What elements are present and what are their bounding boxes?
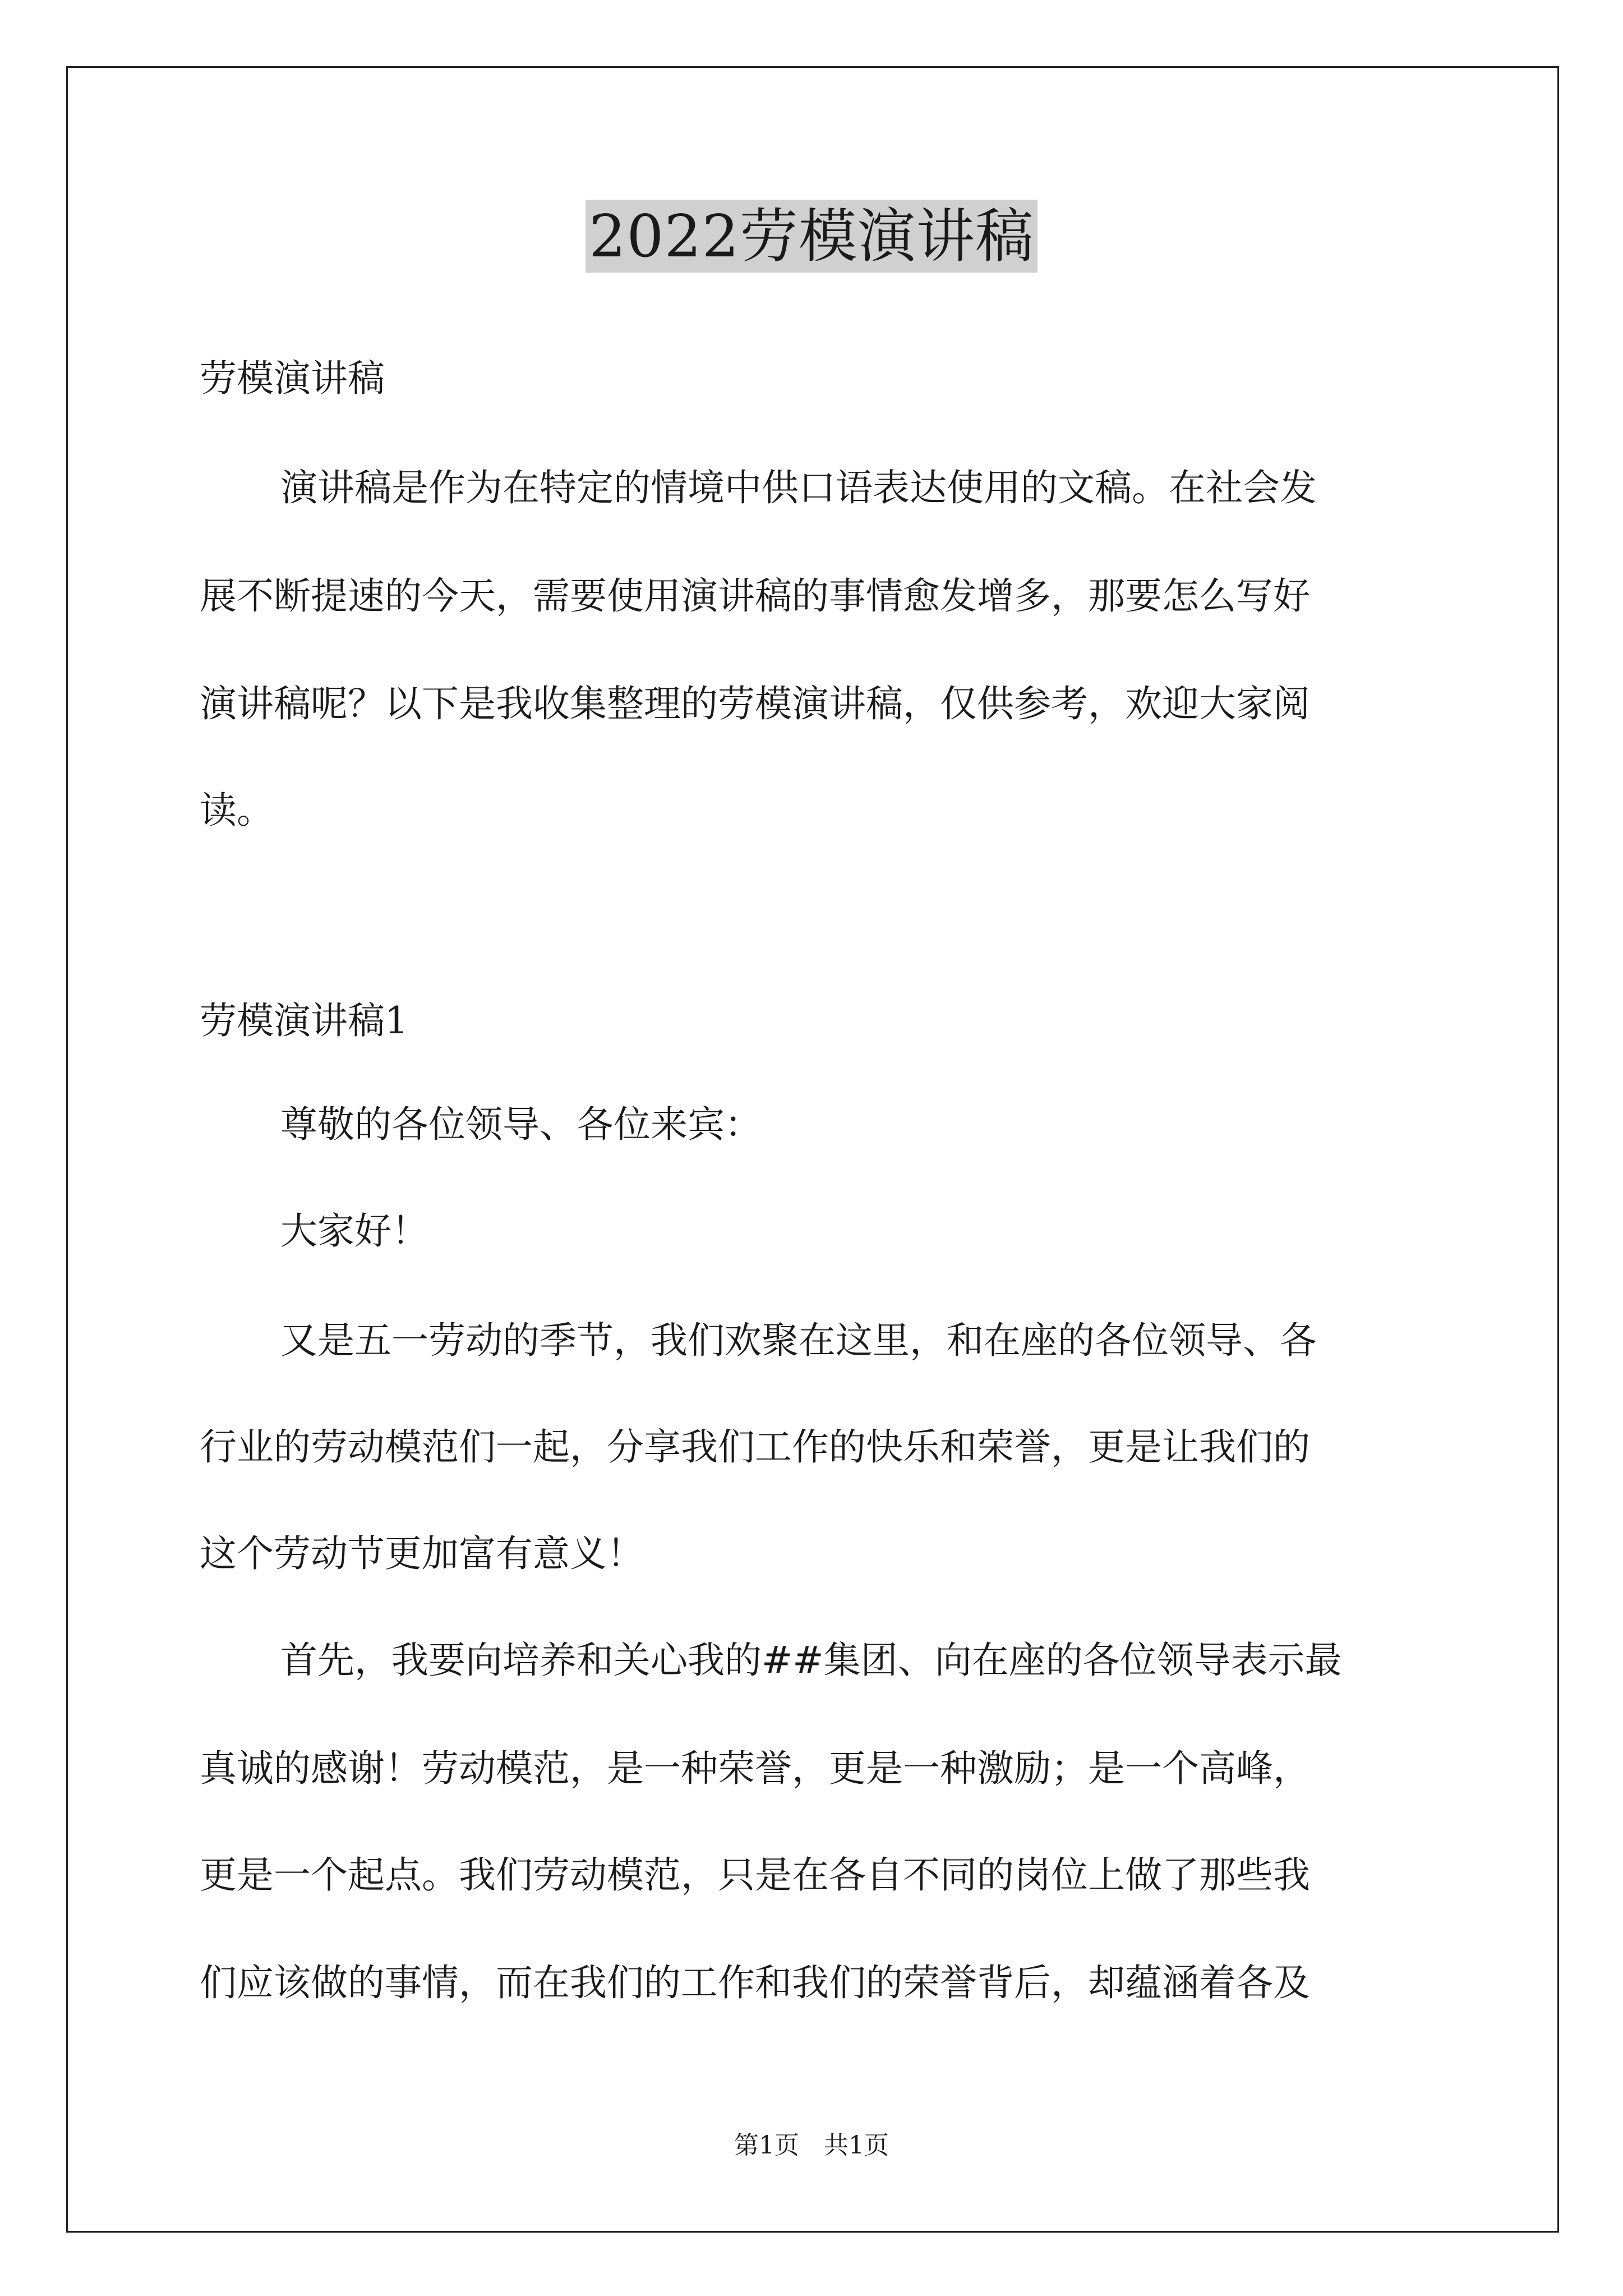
intro-line: 展不断提速的今天，需要使用演讲稿的事情愈发增多，那要怎么写好 xyxy=(200,574,1310,618)
section-heading: 劳模演讲稿1 xyxy=(200,999,408,1042)
intro-line: 演讲稿呢？以下是我收集整理的劳模演讲稿，仅供参考，欢迎大家阅 xyxy=(200,682,1310,725)
paragraph-line: 这个劳动节更加富有意义！ xyxy=(200,1532,644,1575)
paragraph-line: 们应该做的事情，而在我们的工作和我们的荣誉背后，却蕴涵着各及 xyxy=(200,1961,1310,2004)
page-footer: 第1页 共1页 xyxy=(734,2131,889,2160)
greeting: 大家好！ xyxy=(280,1209,428,1253)
salutation: 尊敬的各位领导、各位来宾： xyxy=(280,1103,762,1146)
paragraph-line: 首先，我要向培养和关心我的##集团、向在座的各位领导表示最 xyxy=(280,1639,1342,1682)
title-container xyxy=(0,200,1623,273)
paragraph-line: 更是一个起点。我们劳动模范，只是在各自不同的岗位上做了那些我 xyxy=(200,1853,1310,1897)
section-heading: 劳模演讲稿 xyxy=(200,357,385,400)
paragraph-line: 又是五一劳动的季节，我们欢聚在这里，和在座的各位领导、各 xyxy=(280,1319,1317,1362)
intro-line: 演讲稿是作为在特定的情境中供口语表达使用的文稿。在社会发 xyxy=(280,466,1317,509)
paragraph-line: 真诚的感谢！劳动模范，是一种荣誉，更是一种激励；是一个高峰， xyxy=(200,1747,1310,1790)
document-title: 2022劳模演讲稿 xyxy=(585,200,1038,273)
paragraph-line: 行业的劳动模范们一起，分享我们工作的快乐和荣誉，更是让我们的 xyxy=(200,1425,1310,1469)
intro-line: 读。 xyxy=(200,789,274,832)
